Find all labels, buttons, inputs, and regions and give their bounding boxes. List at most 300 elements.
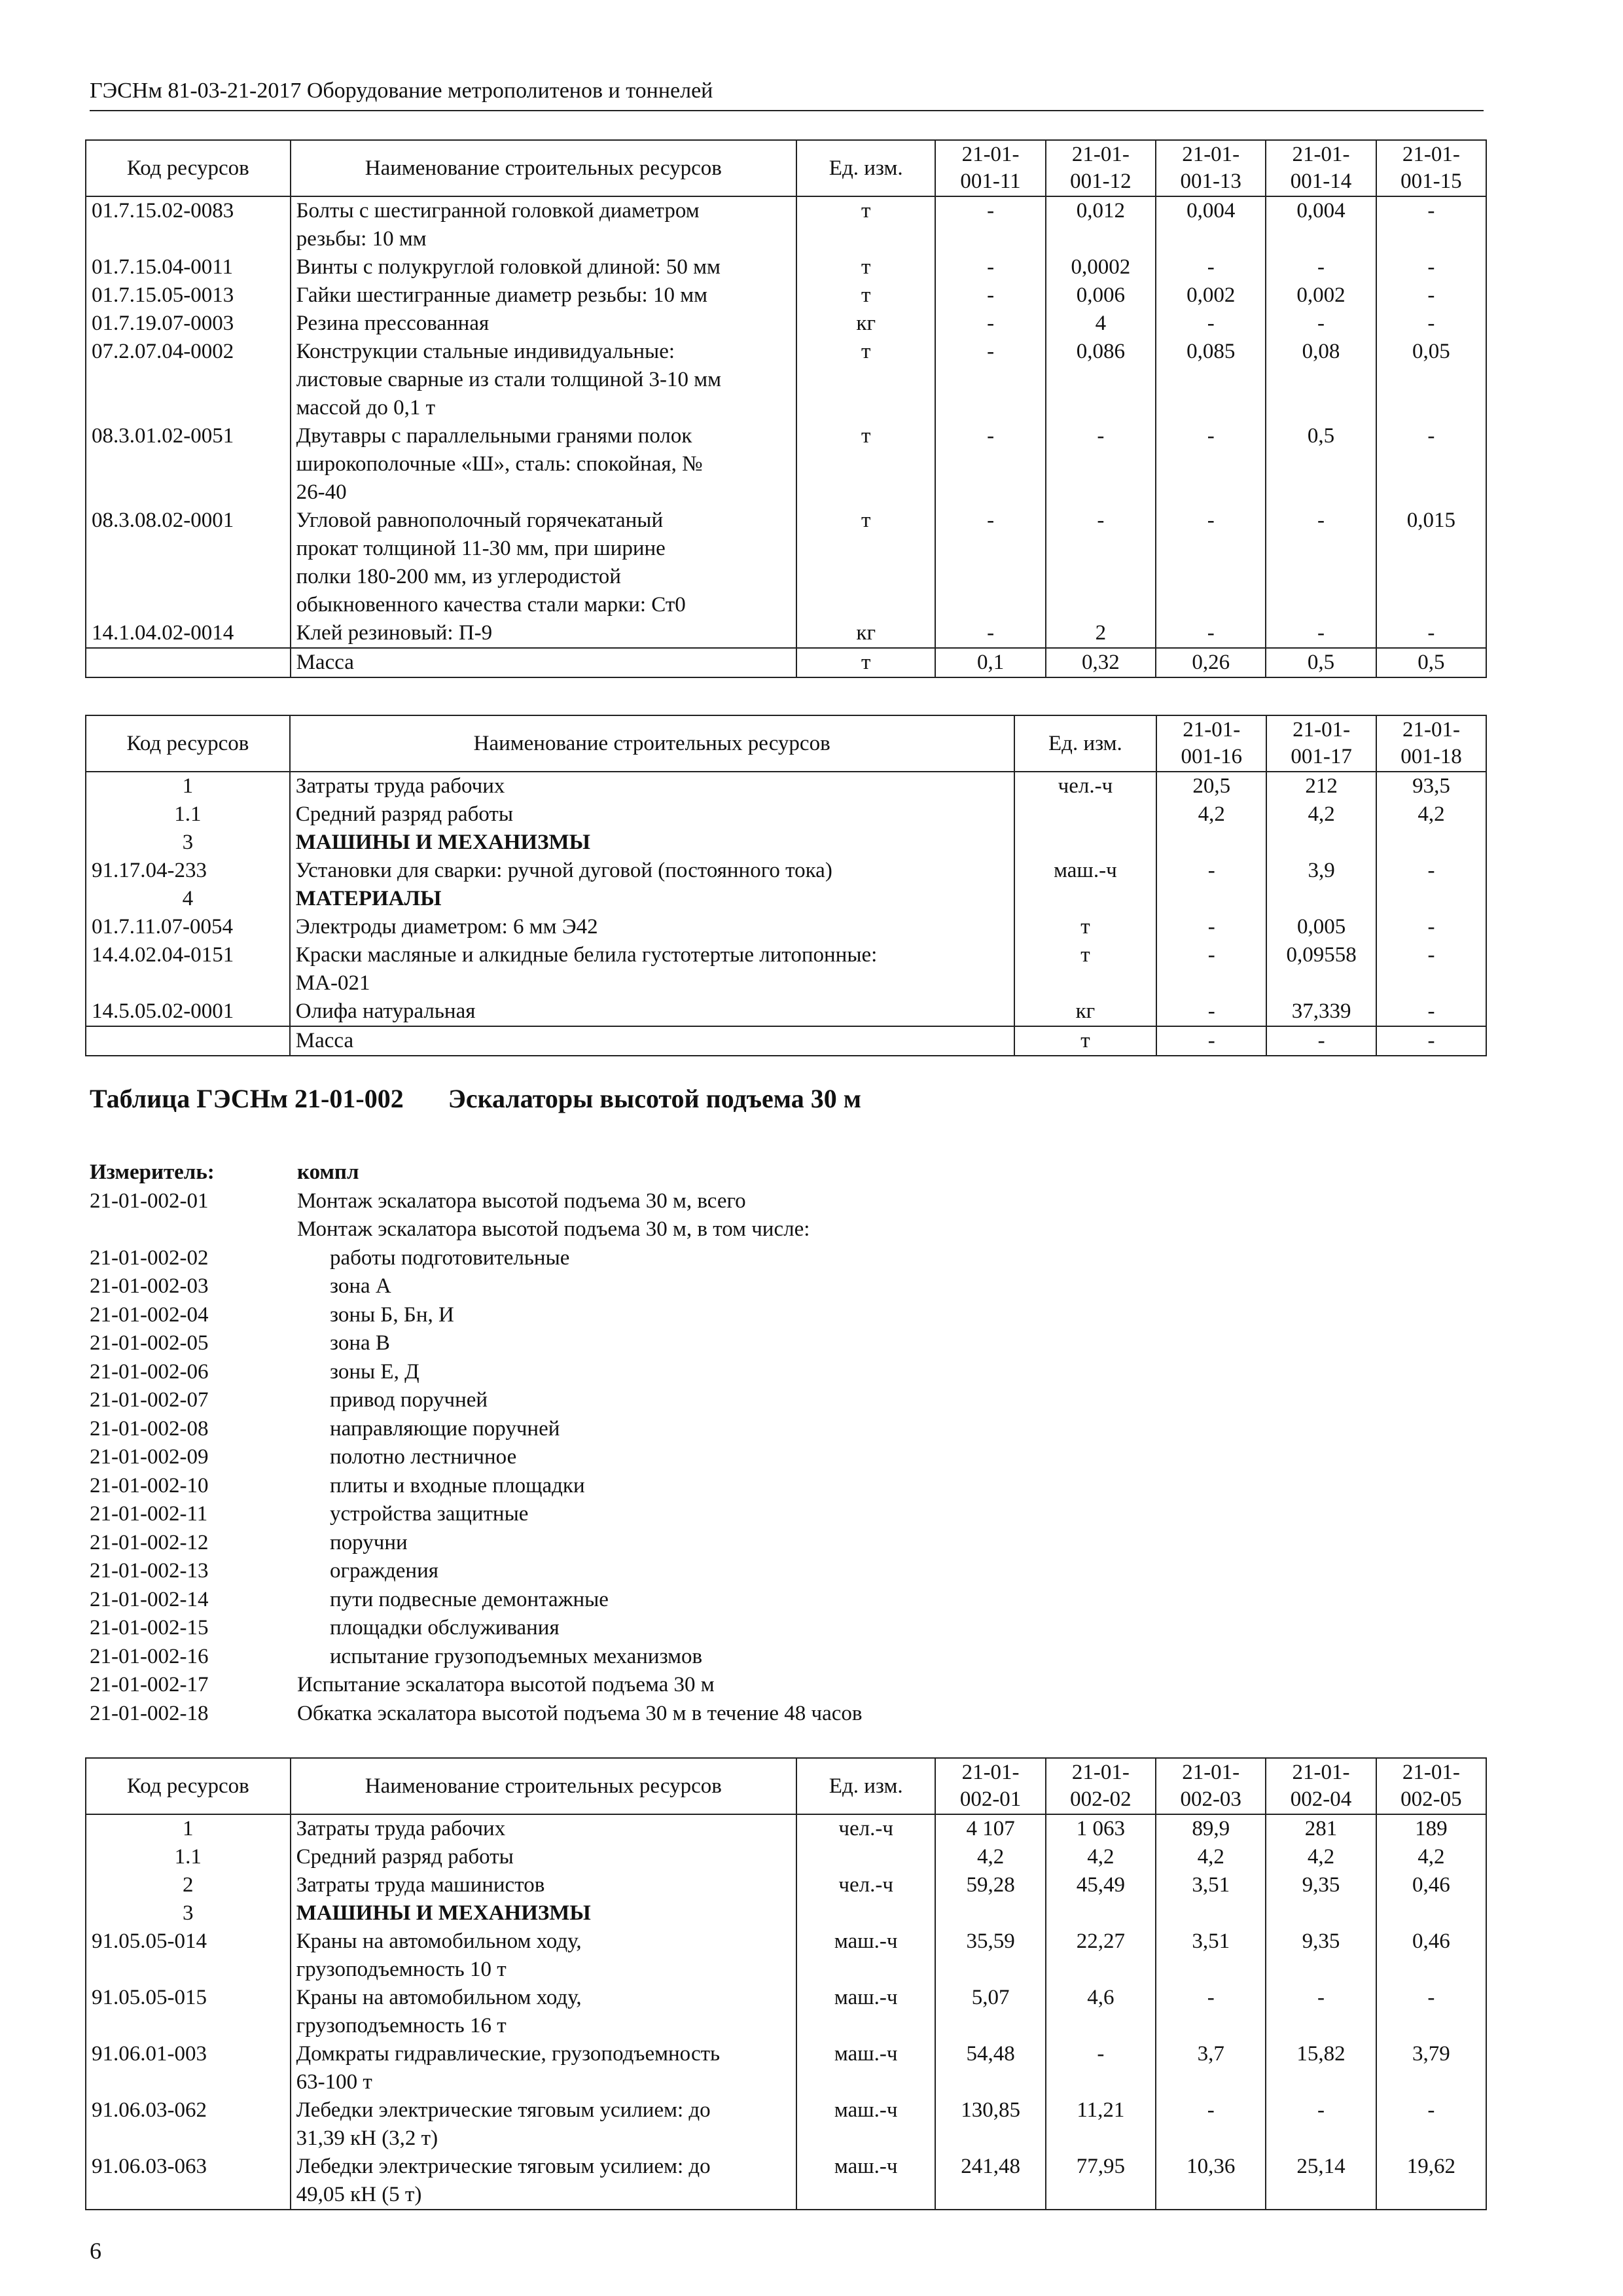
row-name: Домкраты гидравлические, грузоподъемность 63-100 т [291,2040,796,2096]
row-value: 22,27 [1046,1928,1156,1984]
row-value: 5,07 [935,1984,1045,2040]
measurer-item-code: 21-01-002-10 [90,1473,209,1498]
resources-table-2 [85,715,1487,1056]
header-col: 21-01- 001-15 [1376,140,1486,196]
row-value: - [1376,253,1486,281]
table-row [86,1984,1486,2040]
measurer-item-code [90,1215,297,1244]
row-value: 0,08 [1266,338,1376,422]
row-value [1376,885,1486,913]
row-name: Конструкции стальные индивидуальные: листовые сварные из стали толщиной 3-10 мм массой до 0,1 т [291,338,796,422]
row-value: 77,95 [1046,2153,1156,2210]
row-name: Лебедки электрические тяговым усилием: до 49,05 кН (5 т) [291,2153,796,2210]
row-value: 9,35 [1266,1871,1376,1899]
row-name: Олифа натуральная [290,997,1014,1026]
row-value [1156,885,1266,913]
row-value: 54,48 [935,2040,1045,2096]
row-value: 0,004 [1266,196,1376,253]
row-value: - [1156,941,1266,997]
header-name: Наименование строительных ресурсов [291,140,796,196]
header-row [86,715,1486,772]
row-value: - [1156,310,1266,338]
measurer-item-code: 21-01-002-06 [90,1359,209,1384]
row-name: Краски масляные и алкидные белила густотертые литопонные: МА-021 [290,941,1014,997]
row-unit: маш.-ч [1014,857,1157,885]
header-unit: Ед. изм. [1014,715,1157,772]
measurer-item-code: 21-01-002-09 [90,1445,209,1469]
row-value: 3,7 [1156,2040,1266,2096]
measurer-item [90,1329,863,1358]
row-value: 4,2 [935,1843,1045,1871]
row-value: 0,015 [1376,507,1486,619]
row-unit [1014,885,1157,913]
measurer-item-text: зоны Е, Д [330,1359,419,1384]
row-value: - [1376,619,1486,648]
row-value: - [935,422,1045,507]
row-name: МАТЕРИАЛЫ [290,885,1014,913]
row-value [1156,829,1266,857]
row-value: 0,006 [1046,281,1156,310]
header-col: 21-01- 001-11 [935,140,1045,196]
measurer-item [90,1529,863,1558]
table-row [86,2153,1486,2210]
measurer-list [90,1158,863,1728]
row-value: - [1046,422,1156,507]
row-value: 0,46 [1376,1928,1486,1984]
row-name: Затраты труда машинистов [291,1871,796,1899]
row-name: Резина прессованная [291,310,796,338]
header-col: 21-01- 001-12 [1046,140,1156,196]
row-value: - [1266,1984,1376,2040]
row-value: - [935,196,1045,253]
row-value: - [1156,2096,1266,2153]
row-value: 241,48 [935,2153,1045,2210]
row-value: 4,2 [1156,1843,1266,1871]
mass-unit: т [1014,1026,1157,1056]
measurer-item [90,1614,863,1643]
row-code: 01.7.11.07-0054 [86,913,290,941]
header-col: 21-01- 002-03 [1156,1758,1266,1814]
row-name: Двутавры с параллельными гранями полок широкополочные «Ш», сталь: спокойная, № 26-40 [291,422,796,507]
measurer-item [90,1301,863,1330]
row-code: 2 [86,1871,291,1899]
measurer-item [90,1386,863,1415]
row-value: 19,62 [1376,2153,1486,2210]
row-value: 11,21 [1046,2096,1156,2153]
measurer-item [90,1358,863,1387]
row-name: Средний разряд работы [291,1843,796,1871]
measurer-item-code: 21-01-002-05 [90,1331,209,1355]
row-value: - [1376,997,1486,1026]
measurer-item-text: зона В [330,1331,390,1355]
row-value: - [1156,619,1266,648]
row-code: 08.3.08.02-0001 [86,507,291,619]
row-unit: т [796,196,935,253]
row-value: 4,2 [1156,800,1266,829]
row-value: 4 [1046,310,1156,338]
row-unit: т [1014,913,1157,941]
row-value: - [1156,422,1266,507]
row-value [1266,1899,1376,1928]
table-row [86,253,1486,281]
row-name: МАШИНЫ И МЕХАНИЗМЫ [290,829,1014,857]
row-value: 3,51 [1156,1871,1266,1899]
measurer-item-text: направляющие поручней [330,1416,560,1441]
row-value: 25,14 [1266,2153,1376,2210]
measurer-item-code: 21-01-002-07 [90,1388,209,1412]
measurer-unit: компл [297,1160,359,1184]
mass-code-empty [86,1026,290,1056]
measurer-item-code: 21-01-002-17 [90,1673,209,1696]
row-unit [1014,829,1157,857]
measurer-item-text: ограждения [330,1559,438,1583]
measurer-item [90,1187,863,1216]
row-unit: маш.-ч [796,1928,935,1984]
measurer-item-code: 21-01-002-15 [90,1616,209,1640]
measurer-item-text: Монтаж эскалатора высотой подъема 30 м, всего [297,1189,746,1213]
row-value: - [1376,913,1486,941]
page-number: 6 [90,2238,101,2264]
measurer-item [90,1272,863,1301]
row-value: 1 063 [1046,1814,1156,1843]
row-value: - [1046,2040,1156,2096]
measurer-item [90,1557,863,1586]
row-value: 9,35 [1266,1928,1376,1984]
row-value: 45,49 [1046,1871,1156,1899]
row-value: - [1266,310,1376,338]
row-value: - [1156,857,1266,885]
row-value: 4,2 [1376,1843,1486,1871]
row-value: 0,002 [1156,281,1266,310]
row-code: 08.3.01.02-0051 [86,422,291,507]
row-value [1266,829,1376,857]
header-col: 21-01- 001-13 [1156,140,1266,196]
row-value [1266,885,1376,913]
mass-value: - [1376,1026,1486,1056]
row-unit: т [796,253,935,281]
row-value: - [935,619,1045,648]
measurer-item-code: 21-01-002-16 [90,1644,209,1668]
table-row [86,997,1486,1026]
table-row [86,338,1486,422]
row-value: 0,004 [1156,196,1266,253]
header-row [86,140,1486,196]
row-value: - [1266,253,1376,281]
row-value: - [1046,507,1156,619]
measurer-item-text: работы подготовительные [330,1246,570,1270]
measurer-item-code: 21-01-002-11 [90,1502,208,1526]
mass-row [86,648,1486,677]
row-value: 3,51 [1156,1928,1266,1984]
table-row [86,885,1486,913]
row-unit [796,1899,935,1928]
row-value: 4 107 [935,1814,1045,1843]
header-unit: Ед. изм. [796,140,935,196]
measurer-item [90,1443,863,1472]
row-value: 59,28 [935,1871,1045,1899]
measurer-item-text: полотно лестничное [330,1445,517,1469]
row-unit: маш.-ч [796,1984,935,2040]
row-value: - [1376,1984,1486,2040]
mass-value: - [1156,1026,1266,1056]
header-name: Наименование строительных ресурсов [291,1758,796,1814]
row-name: Лебедки электрические тяговым усилием: до 31,39 кН (3,2 т) [291,2096,796,2153]
header-name: Наименование строительных ресурсов [290,715,1014,772]
row-unit: т [796,507,935,619]
table-row [86,1899,1486,1928]
row-value: 0,005 [1266,913,1376,941]
row-code: 1.1 [86,800,290,829]
resources-table-1 [85,139,1487,678]
measurer-header [90,1158,863,1187]
row-code: 14.4.02.04-0151 [86,941,290,997]
table-row [86,913,1486,941]
row-name: Болты с шестигранной головкой диаметром резьбы: 10 мм [291,196,796,253]
row-unit: т [796,422,935,507]
measurer-item-text: устройства защитные [330,1502,529,1526]
row-code: 91.17.04-233 [86,857,290,885]
row-value: - [1156,507,1266,619]
measurer-item-text: испытание грузоподъемных механизмов [330,1644,703,1668]
row-code: 91.06.03-062 [86,2096,291,2153]
measurer-item [90,1643,863,1672]
measurer-item-text: зоны Б, Бн, И [330,1302,454,1327]
row-code: 91.05.05-015 [86,1984,291,2040]
row-unit: кг [1014,997,1157,1026]
row-value [1376,1899,1486,1928]
row-unit [1014,800,1157,829]
table-row [86,281,1486,310]
row-code: 91.06.03-063 [86,2153,291,2210]
row-unit: маш.-ч [796,2040,935,2096]
row-unit: маш.-ч [796,2153,935,2210]
row-code: 1.1 [86,1843,291,1871]
row-value: 0,0002 [1046,253,1156,281]
measurer-item-text: Испытание эскалатора высотой подъема 30 м [297,1673,715,1696]
mass-label: Масса [290,1026,1014,1056]
measurer-item-text: Обкатка эскалатора высотой подъема 30 м в течение 48 часов [297,1701,863,1725]
row-value: 189 [1376,1814,1486,1843]
header-col: 21-01- 002-05 [1376,1758,1486,1814]
row-value: 4,2 [1376,800,1486,829]
row-unit: чел.-ч [1014,772,1157,800]
table-row [86,857,1486,885]
row-name: Установки для сварки: ручной дуговой (постоянного тока) [290,857,1014,885]
measurer-item-text: плиты и входные площадки [330,1473,585,1498]
mass-value: 0,32 [1046,648,1156,677]
measurer-item-code: 21-01-002-01 [90,1189,209,1213]
row-value: 20,5 [1156,772,1266,800]
row-unit: чел.-ч [796,1814,935,1843]
row-code: 91.05.05-014 [86,1928,291,1984]
measurer-item-code: 21-01-002-02 [90,1246,209,1270]
measurer-item [90,1472,863,1501]
row-unit: т [796,281,935,310]
measurer-item-text: привод поручней [330,1388,488,1412]
row-value: - [1266,507,1376,619]
header-col: 21-01- 001-17 [1266,715,1376,772]
row-code: 14.1.04.02-0014 [86,619,291,648]
row-value: 130,85 [935,2096,1045,2153]
row-code: 91.06.01-003 [86,2040,291,2096]
header-unit: Ед. изм. [796,1758,935,1814]
row-name: Угловой равнополочный горячекатаный прокат толщиной 11-30 мм, при ширине полки 180-200 мм, из углеродистой обыкновенного качества стали марки: Ст0 [291,507,796,619]
row-unit: т [1014,941,1157,997]
mass-value: 0,1 [935,648,1045,677]
measurer-item [90,1215,863,1244]
table-title-prefix: Таблица ГЭСНм 21-01-002 [90,1084,404,1113]
measurer-item [90,1244,863,1273]
row-value: 89,9 [1156,1814,1266,1843]
row-value: - [935,281,1045,310]
table-row [86,1814,1486,1843]
row-value: 10,36 [1156,2153,1266,2210]
header-col: 21-01- 002-04 [1266,1758,1376,1814]
row-value: 15,82 [1266,2040,1376,2096]
row-name: Краны на автомобильном ходу, грузоподъемность 16 т [291,1984,796,2040]
row-value: 0,012 [1046,196,1156,253]
measurer-item-code: 21-01-002-14 [90,1587,209,1611]
row-value: 4,2 [1046,1843,1156,1871]
row-value: 3,9 [1266,857,1376,885]
row-code: 14.5.05.02-0001 [86,997,290,1026]
row-code: 01.7.19.07-0003 [86,310,291,338]
table-row [86,2040,1486,2096]
measurer-item-text: зона А [330,1274,391,1298]
row-code: 07.2.07.04-0002 [86,338,291,422]
measurer-label: Измеритель: [90,1160,215,1184]
row-value: 35,59 [935,1928,1045,1984]
row-value: - [1376,310,1486,338]
row-value: 212 [1266,772,1376,800]
row-value: 281 [1266,1814,1376,1843]
row-value [1376,829,1486,857]
row-value: - [1376,281,1486,310]
table-row [86,2096,1486,2153]
table-row [86,829,1486,857]
table-row [86,507,1486,619]
measurer-item-text: площадки обслуживания [330,1616,560,1640]
row-value: 0,09558 [1266,941,1376,997]
measurer-item [90,1500,863,1529]
measurer-item-code: 21-01-002-12 [90,1530,209,1554]
measurer-item [90,1415,863,1444]
row-value: - [1376,2096,1486,2153]
row-value: 4,6 [1046,1984,1156,2040]
measurer-item-code: 21-01-002-13 [90,1559,209,1583]
row-value: - [1266,619,1376,648]
measurer-item-text: пути подвесные демонтажные [330,1587,609,1611]
table-title-text: Эскалаторы высотой подъема 30 м [448,1084,862,1113]
header-code: Код ресурсов [86,715,290,772]
mass-code-empty [86,648,291,677]
measurer-item-text: поручни [330,1530,408,1554]
measurer-item-text: Монтаж эскалатора высотой подъема 30 м, в том числе: [297,1217,810,1241]
row-value: - [1156,1984,1266,2040]
measurer-item [90,1700,863,1729]
header-col: 21-01- 001-14 [1266,140,1376,196]
header-col: 21-01- 002-02 [1046,1758,1156,1814]
mass-value: 0,5 [1376,648,1486,677]
row-unit: маш.-ч [796,2096,935,2153]
row-value: - [1156,253,1266,281]
table-row [86,1871,1486,1899]
header-code: Код ресурсов [86,140,291,196]
table-row [86,1928,1486,1984]
row-value: - [1376,422,1486,507]
row-value [1046,1899,1156,1928]
row-code: 4 [86,885,290,913]
row-value: - [935,253,1045,281]
row-code: 3 [86,829,290,857]
row-name: МАШИНЫ И МЕХАНИЗМЫ [291,1899,796,1928]
resources-table-3 [85,1757,1487,2210]
row-value: 0,085 [1156,338,1266,422]
row-value: 0,05 [1376,338,1486,422]
row-value: - [935,338,1045,422]
row-name: Электроды диаметром: 6 мм Э42 [290,913,1014,941]
table-row [86,196,1486,253]
row-value: 0,5 [1266,422,1376,507]
mass-unit: т [796,648,935,677]
row-unit: кг [796,619,935,648]
measurer-item-code: 21-01-002-08 [90,1416,209,1441]
measurer-item [90,1671,863,1700]
mass-value: 0,26 [1156,648,1266,677]
row-unit: чел.-ч [796,1871,935,1899]
row-code: 01.7.15.04-0011 [86,253,291,281]
table-title [90,1083,861,1114]
row-value [935,1899,1045,1928]
mass-value: 0,5 [1266,648,1376,677]
table-row [86,619,1486,648]
header-code: Код ресурсов [86,1758,291,1814]
table-row [86,1843,1486,1871]
row-value: - [1376,196,1486,253]
header-col: 21-01- 001-18 [1376,715,1486,772]
row-value: 3,79 [1376,2040,1486,2096]
mass-row [86,1026,1486,1056]
row-name: Затраты труда рабочих [291,1814,796,1843]
measurer-item [90,1586,863,1615]
row-unit: т [796,338,935,422]
row-code: 01.7.15.05-0013 [86,281,291,310]
row-value: 37,339 [1266,997,1376,1026]
row-value: - [1156,913,1266,941]
row-value: 4,2 [1266,1843,1376,1871]
row-code: 3 [86,1899,291,1928]
mass-value: - [1266,1026,1376,1056]
table-row [86,310,1486,338]
row-value: 0,086 [1046,338,1156,422]
header-col: 21-01- 002-01 [935,1758,1045,1814]
row-value: - [1156,997,1266,1026]
row-name: Средний разряд работы [290,800,1014,829]
row-code: 1 [86,1814,291,1843]
row-value: 93,5 [1376,772,1486,800]
row-value: 0,46 [1376,1871,1486,1899]
row-value: 4,2 [1266,800,1376,829]
header-row [86,1758,1486,1814]
measurer-item-code: 21-01-002-04 [90,1302,209,1327]
table-row [86,772,1486,800]
row-value: - [1266,2096,1376,2153]
measurer-item-code: 21-01-002-18 [90,1701,209,1725]
mass-label: Масса [291,648,796,677]
row-value: - [935,507,1045,619]
row-value: 0,002 [1266,281,1376,310]
row-unit [796,1843,935,1871]
